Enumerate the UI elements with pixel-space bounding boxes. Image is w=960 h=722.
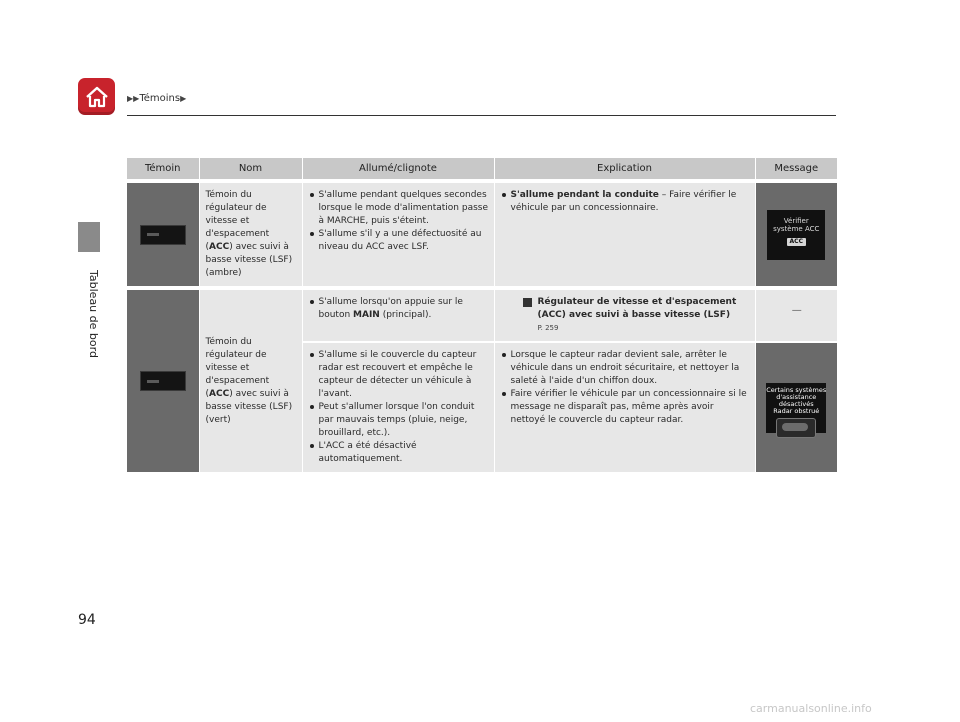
indicator-cell <box>127 288 199 472</box>
breadcrumb-arrow-icon: ▶▶ <box>127 94 140 103</box>
breadcrumb <box>127 93 186 104</box>
home-button[interactable] <box>78 78 115 115</box>
on-cell <box>302 288 494 342</box>
message-cell <box>755 342 837 472</box>
col-header-message: Message <box>755 158 837 181</box>
side-tab-marker[interactable] <box>78 222 100 252</box>
acc-badge: ACC <box>787 238 806 246</box>
reference-page: P. 259 <box>537 324 559 332</box>
bullet-item: Lorsque le capteur radar devient sale, arrêter le véhicule dans un endroit sécuritaire, et nettoyer la saleté à l'aide d'un chiffon doux. <box>501 349 750 388</box>
table-row <box>127 288 837 342</box>
acc-green-indicator-icon <box>140 371 186 391</box>
bullet-item: S'allume lorsqu'on appuie sur le bouton MAIN (principal). <box>309 296 489 322</box>
bullet-item: S'allume pendant la conduite – Faire vérifier le véhicule par un concessionnaire. <box>501 189 750 215</box>
explanation-cell <box>494 181 755 288</box>
reference-arrow-icon <box>523 298 532 307</box>
breadcrumb-arrow-icon: ▶ <box>180 94 187 103</box>
bullet-item: S'allume s'il y a une défectuosité au niveau du ACC avec LSF. <box>309 228 489 254</box>
col-header-allume: Allumé/clignote <box>302 158 494 181</box>
radar-sensor-icon <box>776 418 816 438</box>
header-rule <box>127 115 836 116</box>
on-cell <box>302 181 494 288</box>
name-cell: Témoin du régulateur de vitesse et d'espacement (ACC) avec suivi à basse vitesse (LSF) (ambre) <box>199 181 302 288</box>
acc-amber-indicator-icon <box>140 225 186 245</box>
bullet-item: Peut s'allumer lorsque l'on conduit par mauvais temps (pluie, neige, brouillard, etc.). <box>309 401 489 440</box>
bullet-item: S'allume si le couvercle du capteur radar est recouvert et empêche le capteur de détecter un véhicule à l'avant. <box>309 349 489 401</box>
table-header-row <box>127 158 837 181</box>
explanation-cell <box>494 288 755 342</box>
cross-reference-link[interactable]: Régulateur de vitesse et d'espacement (ACC) avec suivi à basse vitesse (LSF) P. 259 <box>501 296 750 335</box>
table-row <box>127 181 837 288</box>
explanation-cell <box>494 342 755 472</box>
col-header-explication: Explication <box>494 158 755 181</box>
col-header-nom: Nom <box>199 158 302 181</box>
page-number: 94 <box>78 612 96 628</box>
home-icon <box>84 85 110 109</box>
on-cell <box>302 342 494 472</box>
message-cell: — <box>755 288 837 342</box>
message-screen: Vérifier système ACC ACC <box>767 210 825 260</box>
indicator-table <box>127 158 837 472</box>
bullet-item: L'ACC a été désactivé automatiquement. <box>309 440 489 466</box>
message-cell <box>755 181 837 288</box>
col-header-temoin: Témoin <box>127 158 199 181</box>
bullet-item: Faire vérifier le véhicule par un concessionnaire si le message ne disparaît pas, même après avoir nettoyé le couvercle du capteur radar. <box>501 388 750 427</box>
indicator-cell <box>127 181 199 288</box>
name-cell: Témoin du régulateur de vitesse et d'espacement (ACC) avec suivi à basse vitesse (LSF) (vert) <box>199 288 302 472</box>
breadcrumb-link[interactable]: Témoins <box>139 93 181 104</box>
bullet-item: S'allume pendant quelques secondes lorsque le mode d'alimentation passe à MARCHE, puis s'éteint. <box>309 189 489 228</box>
watermark: carmanualsonline.info <box>750 702 872 715</box>
side-section-label: Tableau de bord <box>87 270 100 358</box>
message-screen: Certains systèmes d'assistance désactivés Radar obstrué <box>766 383 826 433</box>
